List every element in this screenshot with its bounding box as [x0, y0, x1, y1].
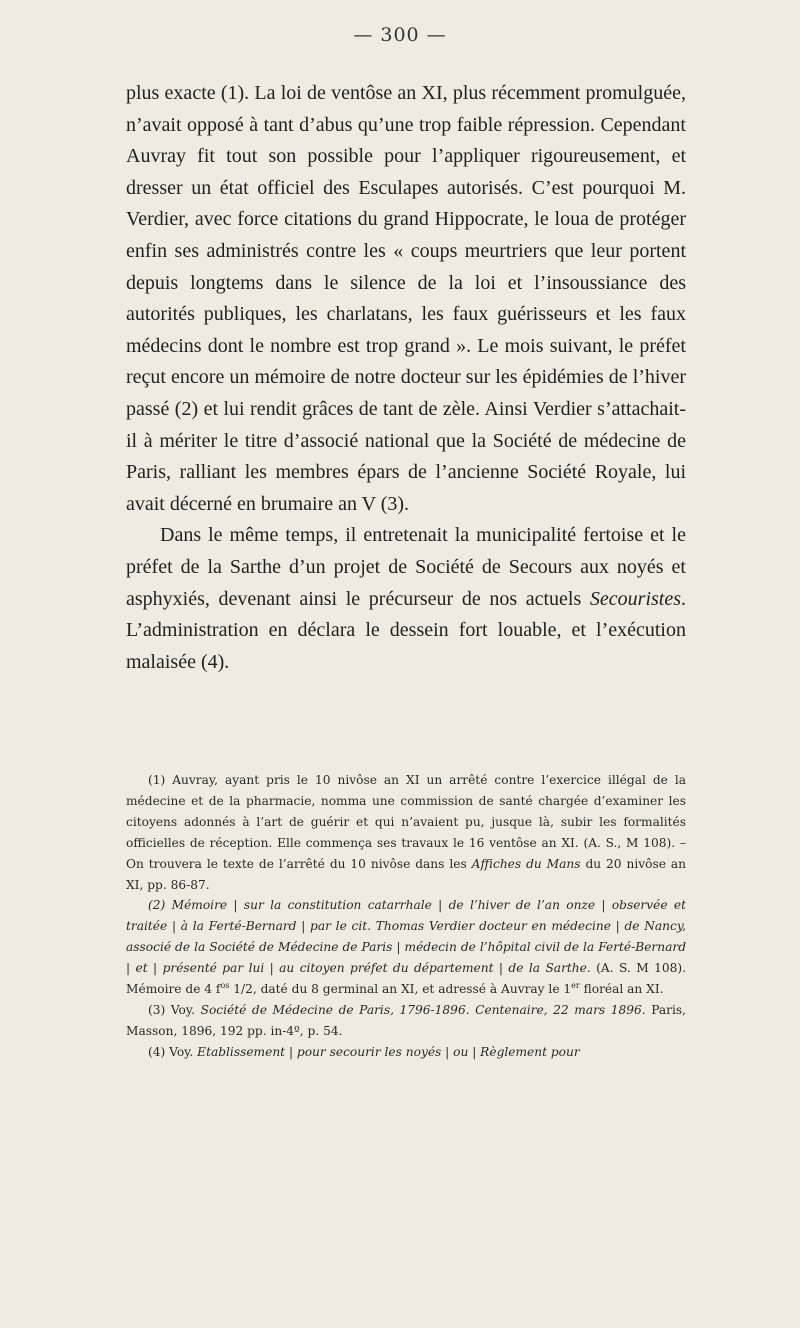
- footnote-1-text-b: du 20 nivôse an XI, pp. 86-87.: [126, 856, 686, 892]
- paragraph-2: [126, 520, 686, 678]
- footnote-2-sup-1: os: [220, 981, 230, 990]
- footnote-4: [126, 1042, 686, 1063]
- paragraph-2-italic: Secouristes: [589, 587, 681, 610]
- paragraph-1: plus exacte (1). La loi de ventôse an XI, plus récemment promulguée, n’avait opposé à tant d’abus qu’une trop faible répression. Cependant Auvray fit tout son possible pour l’appliquer rigoureusement, et dresser un état officiel des Esculapes autorisés. C’est pourquoi M. Verdier, avec force citations du grand Hippocrate, le loua de protéger enfin ses administrés contre les « coups meurtriers que leur portent depuis longtems dans le silence de la loi et l’insoussiance des autorités publiques, les charlatans, les faux guérisseurs et les faux médecins dont le nombre est trop grand ». Le mois suivant, le préfet reçut encore un mémoire de notre docteur sur les épidémies de l’hiver passé (2) et lui rendit grâces de tant de zèle. Ainsi Verdier s’attachait-il à mériter le titre d’associé national que la Société de médecine de Paris, ralliant les membres épars de l’ancienne Société Royale, lui avait décerné en brumaire an V (3).: [126, 82, 686, 515]
- paragraph-2-part-a: Dans le même temps, il entretenait la municipalité fertoise et le préfet de la Sarthe d’un projet de Société de Secours aux noyés et asphyxiés, devenant ainsi le précurseur de nos actuels: [126, 524, 686, 610]
- paragraph-2-part-b: . L’administration en déclara le dessein fort louable, et l’exécution malaisée (4).: [126, 587, 686, 673]
- footnote-3-text-b: Paris, Masson, 1896, 192 pp. in-4º, p. 54.: [126, 1002, 686, 1038]
- footnote-2-text-c: floréal an XI.: [579, 982, 664, 997]
- footnotes: [126, 770, 686, 1063]
- footnote-1-text-a: (1) Auvray, ayant pris le 10 nivôse an XI un arrêté contre l’exercice illégal de la médecine et de la pharmacie, nomma une commission de santé chargée d’examiner les citoyens adonnés à l’art de guérir et qui n’avaient pu, jusque là, subir les formalités officielles de réception. Elle commença ses travaux le 16 ventôse an XI. (A. S., M 108). – On trouvera le texte de l’arrêté du 10 nivôse dans les: [126, 773, 686, 871]
- footnote-2-sup-2: er: [571, 981, 580, 990]
- footnote-1: [126, 770, 686, 895]
- footnote-2-text-b: 1/2, daté du 8 germinal an XI, et adressé à Auvray le 1: [229, 982, 572, 997]
- footnote-4-italic: Etablissement | pour secourir les noyés | ou | Règlement pour: [197, 1044, 580, 1059]
- main-text: [126, 78, 686, 678]
- footnote-2: [126, 895, 686, 1000]
- footnote-3-italic: Société de Médecine de Paris, 1796-1896. Centenaire, 22 mars 1896.: [200, 1002, 646, 1017]
- footnote-3-text-a: (3) Voy.: [148, 1002, 201, 1017]
- page-number: — 300 —: [353, 24, 447, 46]
- footnote-3: [126, 1000, 686, 1042]
- footnote-4-text-a: (4) Voy.: [148, 1044, 198, 1059]
- footnote-2-italic: (2) Mémoire | sur la constitution catarrhale | de l’hiver de l’an onze | observée et traitée | à la Ferté-Bernard | par le cit. Thomas Verdier docteur en médecine | de Nancy, associé de la Société de Médecine de Paris | médecin de l’hôpital civil de la Ferté-Bernard | et | présenté par lui | au citoyen préfet du département | de la Sarthe.: [126, 898, 686, 976]
- footnote-1-italic: Affiches du Mans: [471, 856, 581, 871]
- footnote-2-text-a: (A. S. M 108). Mémoire de 4 f: [126, 961, 686, 997]
